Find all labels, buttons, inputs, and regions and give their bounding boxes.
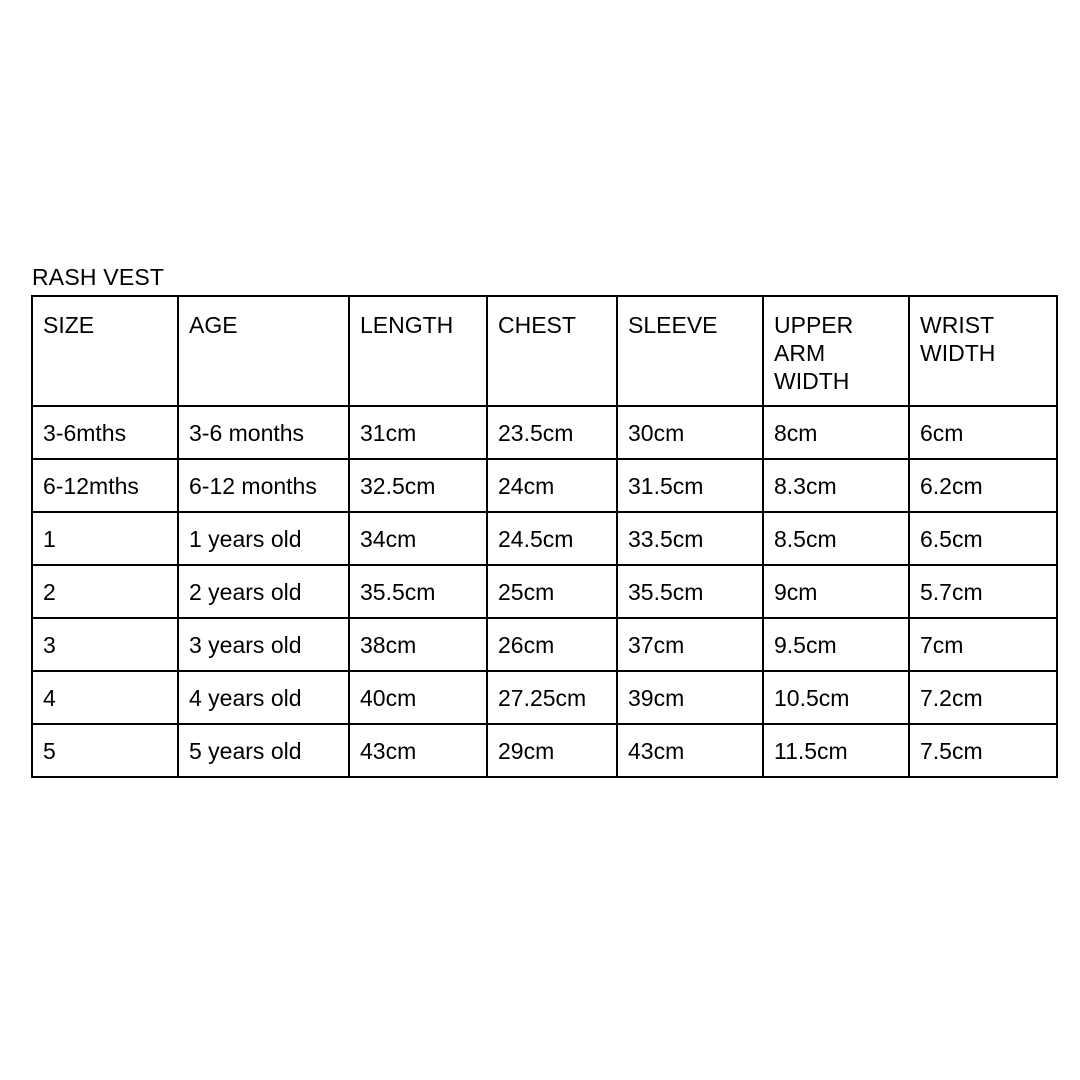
cell-size: 6-12mths: [32, 459, 178, 512]
cell-length: 43cm: [349, 724, 487, 777]
cell-upper-arm-width: 8.3cm: [763, 459, 909, 512]
cell-length: 32.5cm: [349, 459, 487, 512]
header-length: [349, 296, 487, 406]
header-wrist-width: [909, 296, 1057, 406]
table-header-row: [32, 296, 1057, 406]
cell-length: 34cm: [349, 512, 487, 565]
cell-age: 2 years old: [178, 565, 349, 618]
size-chart-table: [31, 295, 1058, 778]
cell-wrist-width: 6.5cm: [909, 512, 1057, 565]
header-label: WRIST WIDTH: [920, 312, 996, 366]
table-row: [32, 565, 1057, 618]
table-row: [32, 671, 1057, 724]
cell-size: 5: [32, 724, 178, 777]
cell-wrist-width: 7.5cm: [909, 724, 1057, 777]
cell-age: 4 years old: [178, 671, 349, 724]
cell-upper-arm-width: 8.5cm: [763, 512, 909, 565]
cell-size: 2: [32, 565, 178, 618]
cell-chest: 24cm: [487, 459, 617, 512]
header-upper-arm-width: [763, 296, 909, 406]
cell-age: 3 years old: [178, 618, 349, 671]
cell-sleeve: 39cm: [617, 671, 763, 724]
cell-upper-arm-width: 11.5cm: [763, 724, 909, 777]
cell-upper-arm-width: 10.5cm: [763, 671, 909, 724]
cell-wrist-width: 6cm: [909, 406, 1057, 459]
header-label: SLEEVE: [628, 312, 718, 338]
header-label: CHEST: [498, 312, 576, 338]
cell-age: 6-12 months: [178, 459, 349, 512]
cell-age: 1 years old: [178, 512, 349, 565]
cell-sleeve: 31.5cm: [617, 459, 763, 512]
header-label: UPPER ARM WIDTH: [774, 312, 854, 394]
cell-wrist-width: 7cm: [909, 618, 1057, 671]
cell-size: 1: [32, 512, 178, 565]
cell-chest: 24.5cm: [487, 512, 617, 565]
cell-sleeve: 30cm: [617, 406, 763, 459]
header-label: LENGTH: [360, 312, 454, 338]
cell-length: 40cm: [349, 671, 487, 724]
cell-wrist-width: 7.2cm: [909, 671, 1057, 724]
table-row: [32, 618, 1057, 671]
cell-upper-arm-width: 9.5cm: [763, 618, 909, 671]
table-row: [32, 459, 1057, 512]
cell-sleeve: 33.5cm: [617, 512, 763, 565]
header-size: [32, 296, 178, 406]
cell-age: 3-6 months: [178, 406, 349, 459]
cell-size: 3: [32, 618, 178, 671]
cell-size: 3-6mths: [32, 406, 178, 459]
cell-chest: 26cm: [487, 618, 617, 671]
cell-upper-arm-width: 8cm: [763, 406, 909, 459]
cell-length: 35.5cm: [349, 565, 487, 618]
table-row: [32, 406, 1057, 459]
table-row: [32, 724, 1057, 777]
cell-length: 31cm: [349, 406, 487, 459]
cell-chest: 23.5cm: [487, 406, 617, 459]
cell-chest: 29cm: [487, 724, 617, 777]
cell-sleeve: 37cm: [617, 618, 763, 671]
cell-sleeve: 35.5cm: [617, 565, 763, 618]
cell-upper-arm-width: 9cm: [763, 565, 909, 618]
cell-chest: 27.25cm: [487, 671, 617, 724]
header-chest: [487, 296, 617, 406]
cell-size: 4: [32, 671, 178, 724]
header-sleeve: [617, 296, 763, 406]
cell-age: 5 years old: [178, 724, 349, 777]
cell-sleeve: 43cm: [617, 724, 763, 777]
cell-wrist-width: 6.2cm: [909, 459, 1057, 512]
header-age: [178, 296, 349, 406]
header-label: AGE: [189, 312, 238, 338]
table-title: RASH VEST: [32, 264, 165, 290]
cell-length: 38cm: [349, 618, 487, 671]
cell-wrist-width: 5.7cm: [909, 565, 1057, 618]
table-row: [32, 512, 1057, 565]
header-label: SIZE: [43, 312, 95, 338]
cell-chest: 25cm: [487, 565, 617, 618]
